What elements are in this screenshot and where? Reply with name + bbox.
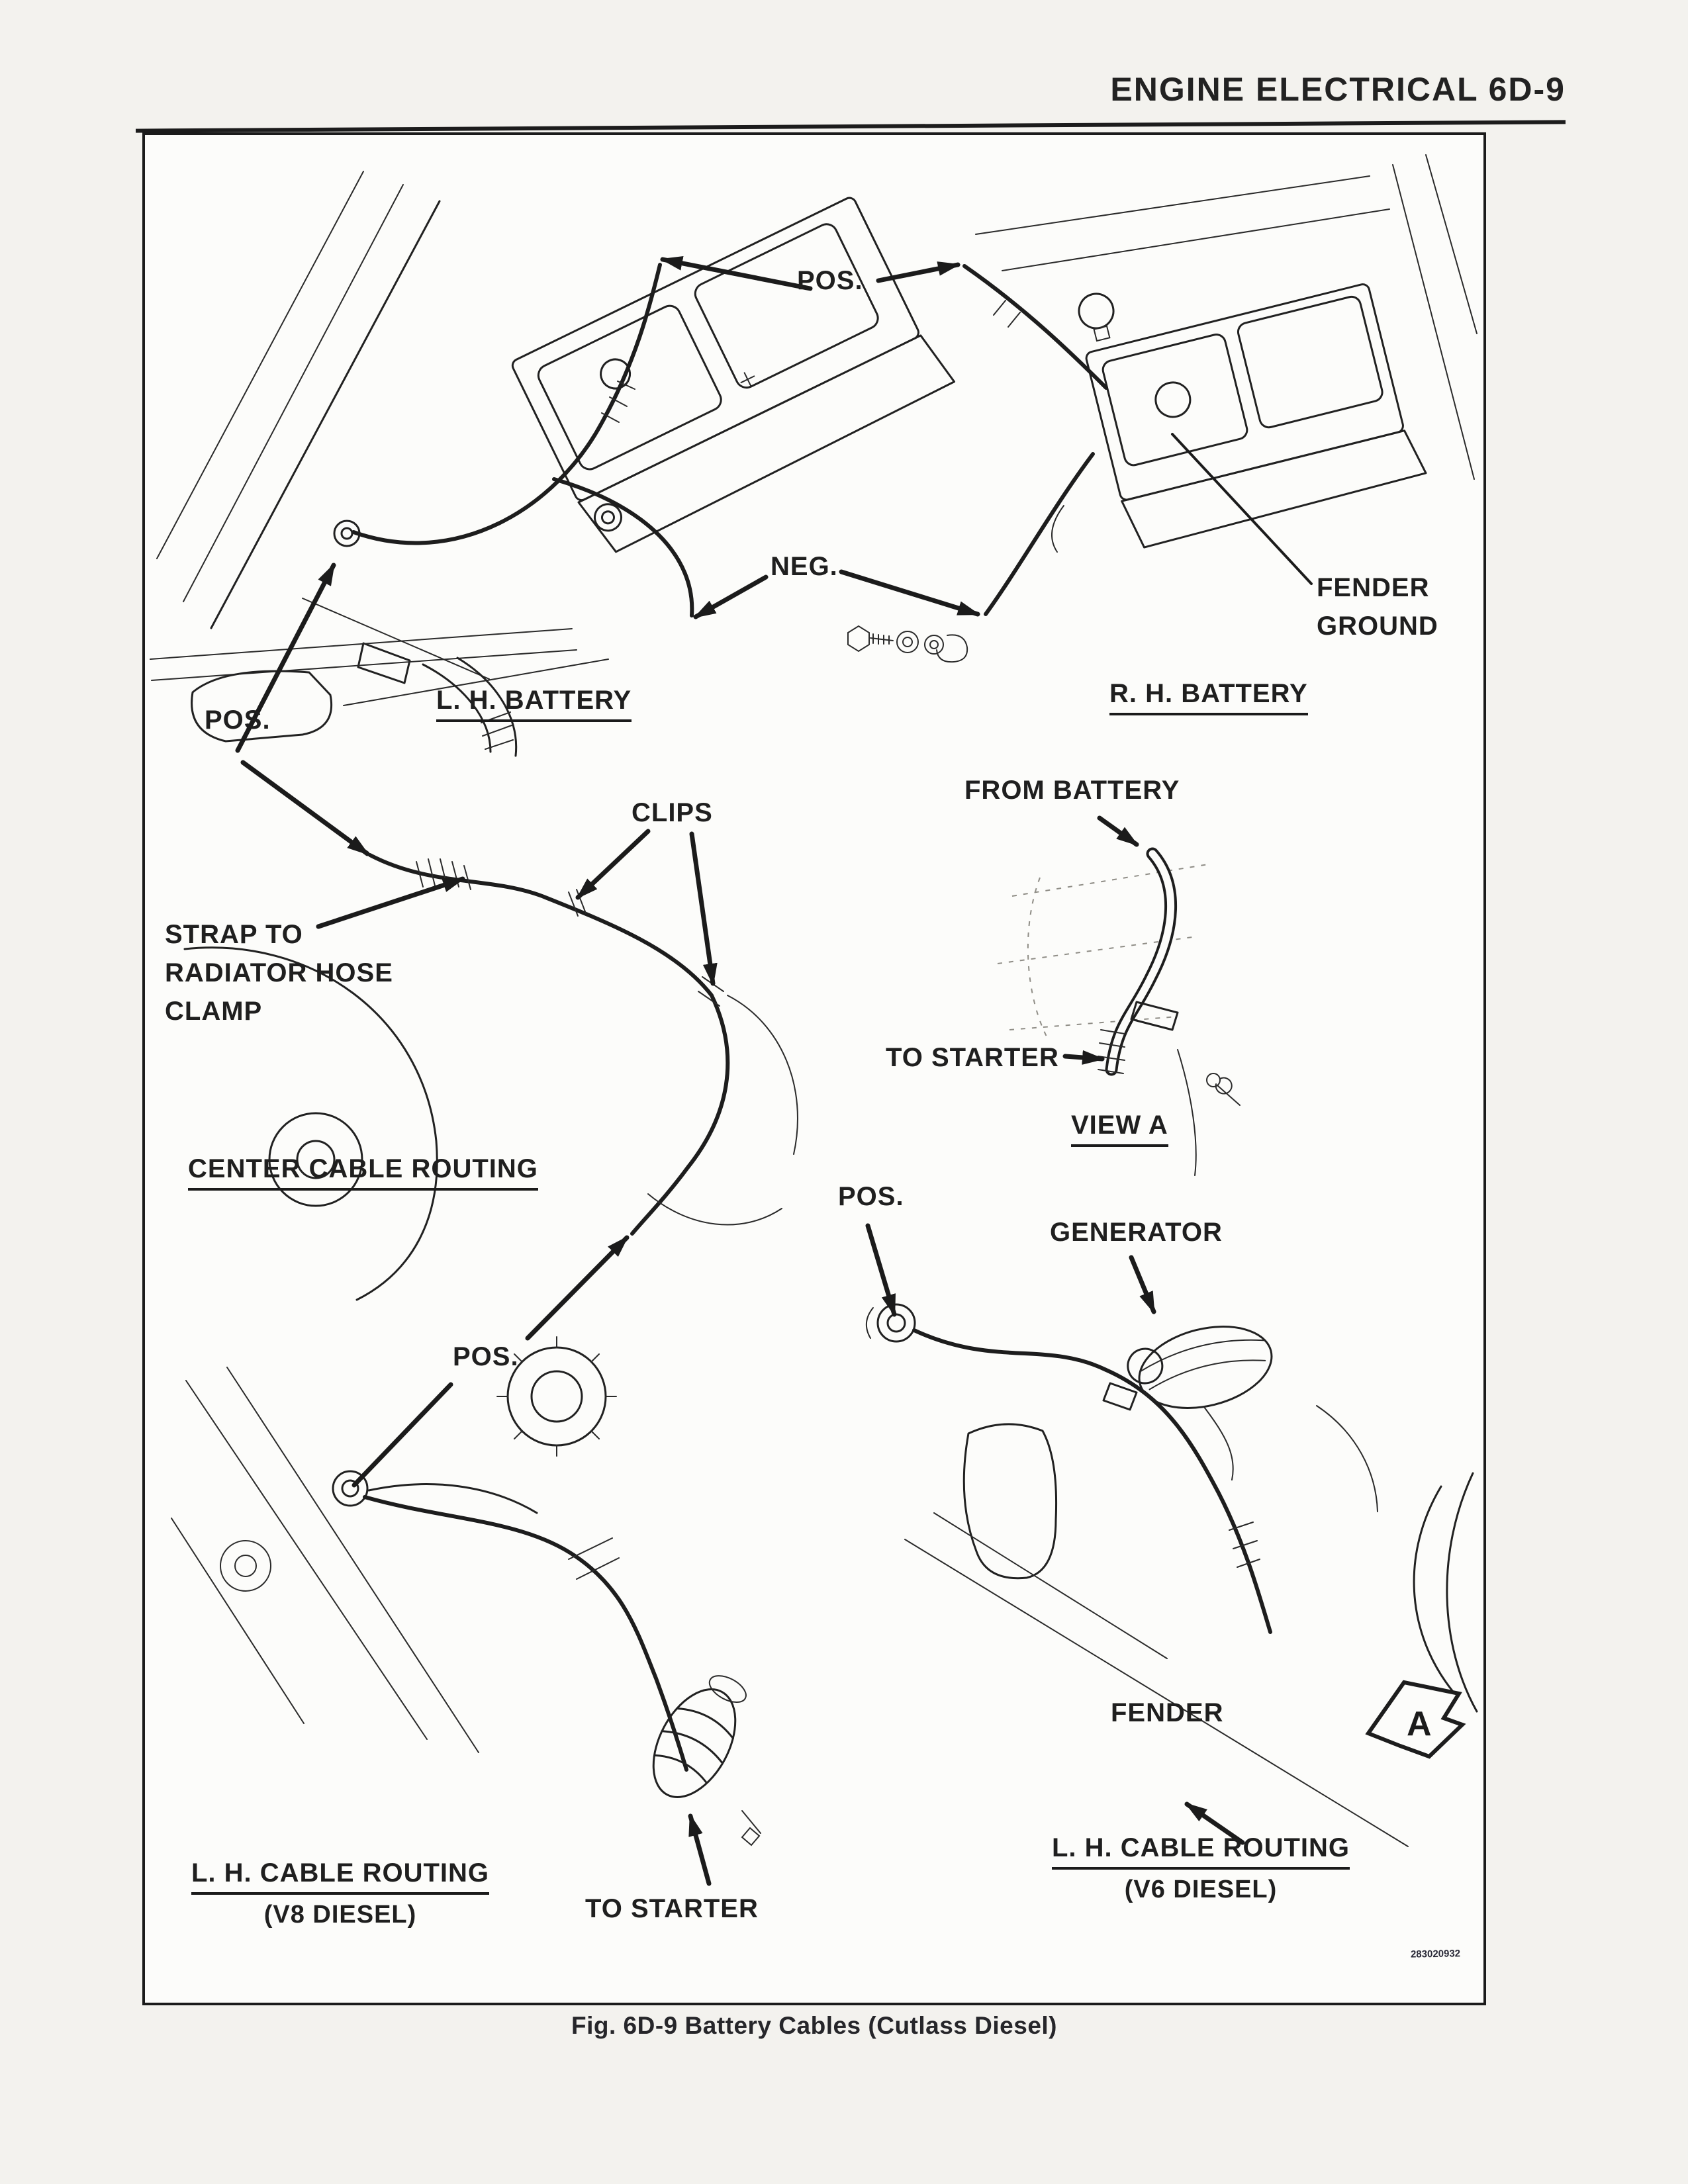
v8-cable-routing-drawing (171, 1337, 761, 1845)
label-strap-to-radiator-hose-clamp: STRAP TO RADIATOR HOSE CLAMP (165, 920, 393, 1026)
view-flag-letter: A (1407, 1705, 1432, 1743)
label-pos-v6: POS. (838, 1182, 904, 1211)
label-generator: GENERATOR (1050, 1218, 1223, 1247)
caption-lh-cable-routing-v8: L. H. CABLE ROUTING (V8 DIESEL) (191, 1858, 490, 1929)
lh-battery-drawing (157, 171, 957, 705)
figure-line-art (145, 135, 1489, 2008)
label-to-starter-bottom: TO STARTER (585, 1894, 759, 1923)
label-neg: NEG. (771, 552, 838, 581)
caption-lh-battery: L. H. BATTERY (436, 686, 632, 722)
figure-box (142, 132, 1486, 2005)
figure-part-number: 283020932 (1410, 1948, 1461, 1960)
label-pos-v8: POS. (453, 1342, 519, 1371)
label-to-starter-view-a: TO STARTER (886, 1043, 1059, 1072)
caption-rh-battery: R. H. BATTERY (1109, 679, 1308, 715)
v6-cable-routing-drawing (867, 1304, 1477, 1846)
page-header: ENGINE ELECTRICAL 6D-9 (1110, 71, 1566, 108)
label-fender: FENDER (1111, 1698, 1224, 1727)
caption-view-a: VIEW A (1071, 1111, 1168, 1147)
caption-center-cable-routing: CENTER CABLE ROUTING (188, 1154, 538, 1191)
label-fender-ground: FENDER GROUND (1317, 573, 1438, 641)
label-pos-top: POS. (797, 266, 863, 295)
label-clips: CLIPS (632, 798, 713, 827)
header-rule (136, 120, 1566, 132)
label-from-battery: FROM BATTERY (964, 776, 1180, 805)
caption-lh-cable-routing-v6: L. H. CABLE ROUTING (V6 DIESEL) (1051, 1833, 1350, 1903)
leader-arrows (238, 259, 1311, 1884)
view-a-flag (1368, 1682, 1462, 1756)
figure-caption: Fig. 6D-9 Battery Cables (Cutlass Diesel) (571, 2012, 1057, 2039)
label-pos-left: POS. (205, 705, 271, 735)
